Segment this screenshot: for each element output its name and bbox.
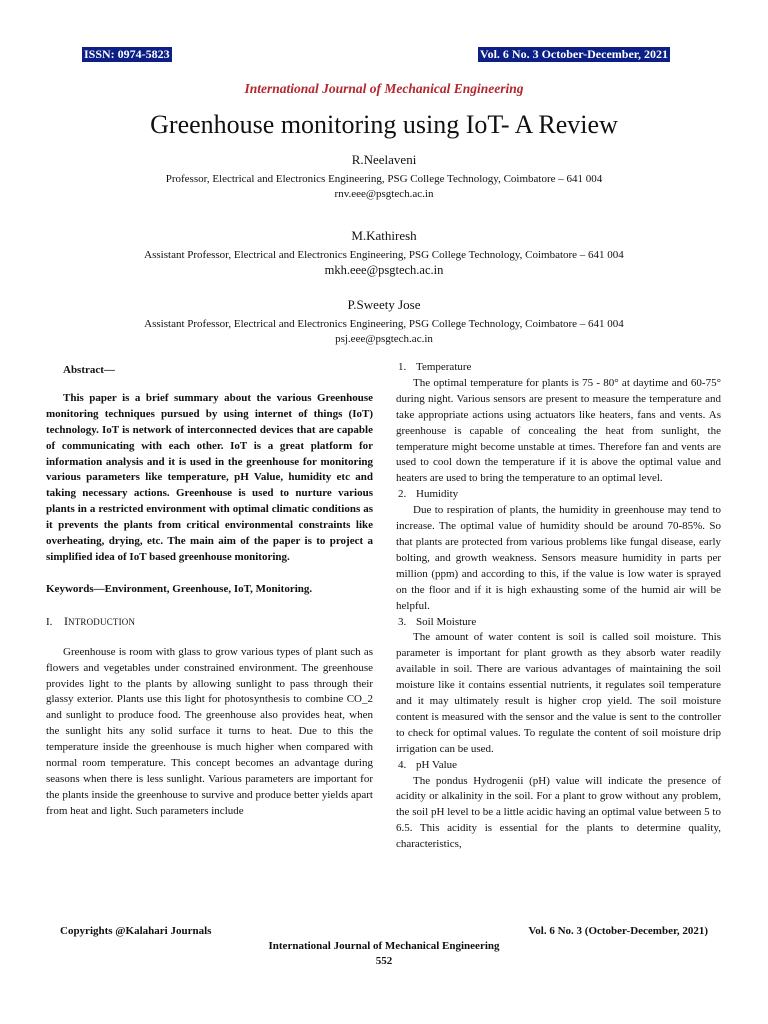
section-number: I. — [46, 615, 53, 628]
volume-badge: Vol. 6 No. 3 October-December, 2021 — [480, 47, 668, 61]
author-block — [0, 151, 768, 202]
section-title-initial: I — [64, 613, 68, 628]
item-text: Due to respiration of plants, the humidity in greenhouse may tend to increase. The optimal value of humidity should be around 70-85%. So that plants are protected from various problems like fungal disease, early bolting, and growth weakness. Sensors measure humidity in parts per million (ppm) and according to this, if the value is low water is sprayed on the floor and if it is high exhausting some of the humid air will be helpful. — [396, 504, 721, 612]
author-block — [0, 227, 768, 278]
list-item — [396, 758, 721, 774]
header-bar — [82, 47, 670, 63]
author-affiliation: Professor, Electrical and Electronics Engineering, PSG College Technology, Coimbatore – 641 004 — [165, 173, 603, 185]
author-email: psj.eee@psgtech.ac.in — [335, 333, 433, 345]
author-name: R.Neelaveni — [351, 152, 417, 167]
item-number: 3. — [398, 615, 407, 628]
author-email: mkh.eee@psgtech.ac.in — [324, 263, 444, 277]
page-number: 552 — [375, 955, 393, 967]
item-title: Soil Moisture — [416, 615, 477, 628]
author-affiliation: Assistant Professor, Electrical and Electronics Engineering, PSG College Technology, Coimbatore – 641 004 — [144, 318, 624, 330]
right-column — [396, 360, 721, 853]
footer-volume: Vol. 6 No. 3 (October-December, 2021) — [528, 925, 708, 937]
issn-badge: ISSN: 0974-5823 — [84, 47, 170, 61]
item-title: pH Value — [416, 758, 458, 771]
left-column — [46, 360, 373, 820]
paper-title: Greenhouse monitoring using IoT- A Review — [150, 110, 618, 139]
footer-copyright: Copyrights @Kalahari Journals — [60, 925, 212, 937]
footer-journal: International Journal of Mechanical Engineering — [268, 940, 500, 952]
item-text: The amount of water content is soil is called soil moisture. This parameter is important for plant growth as they absorb water readily available in soil. There are various advantages of maintaining the soil moisture like it contains essential nutrients, it regulates soil temperature and it may ultimately result is higher crop yield. The soil moisture content is measured with the sensor and the value is sent to the controller to check for optimal values. To regulate the content of soil moisture drip irrigation can be used. — [396, 631, 721, 755]
list-item — [396, 487, 721, 503]
introduction-text: Greenhouse is room with glass to grow various types of plant such as flowers and vegetables under constrained environment. The greenhouse provides light to the plants by allowing sunlight to pass through their glassy exterior. Plants use this light for photosynthesis to combine CO_2 and sunlight to produce food. The greenhouse also provides heat, when the sunlight hits any solid surface it turns to heat. Due to this the temperature inside the greenhouse is much higher when compared with normal room temperature. This concept becomes an advantage during seasons when there is less sunlight. Various parameters are important for the plants inside the greenhouse to survive and produce better yields apart from heat and light. Such parameters include — [46, 645, 373, 817]
section-heading-introduction — [46, 614, 373, 631]
item-title: Temperature — [416, 361, 472, 373]
item-number: 1. — [398, 361, 407, 373]
journal-name: International Journal of Mechanical Engineering — [244, 81, 524, 96]
author-email: rnv.eee@psgtech.ac.in — [334, 188, 434, 200]
author-affiliation: Assistant Professor, Electrical and Electronics Engineering, PSG College Technology, Coimbatore – 641 004 — [144, 249, 624, 261]
list-item — [396, 615, 721, 631]
item-title: Humidity — [416, 488, 459, 501]
author-name: M.Kathiresh — [351, 228, 417, 243]
item-text: The pondus Hydrogenii (pH) value will indicate the presence of acidity or alkalinity in the soil. For a plant to grow without any problem, the soil pH level to be a little acidic having an optimal value between 5 to 6.5. This acidity is essential for the plants to determine quality, characteristics, — [396, 774, 721, 851]
author-block — [0, 296, 768, 347]
abstract-text: This paper is a brief summary about the various Greenhouse monitoring techniques pursued by using internet of things (IoT) technology. IoT is network of interconnected devices that are capable of communicating with each other. IoT is a great platform for information analysis and it is used in the greenhouse for monitoring various parameters like temperature, pH Value, humidity etc and taking necessary actions. Greenhouse is used to nurture various plants in a restricted environment with optimal climatic conditions as it prevents the plants from critical environmental constraints like overheating, drying, etc. The main aim of the paper is to project a simplified idea of IoT based greenhouse monitoring. — [46, 391, 373, 563]
item-text: The optimal temperature for plants is 75 - 80° at daytime and 60-75° during night. Various sensors are present to measure the temperature and take appropriate actions using actuators like heaters, fans and vents. As greenhouse is capable of concealing the heat from sunlight, the temperature might become unstable at times. Therefore fan and vents are used to cool down the temperature if it is above the optimal value and heaters are used to bring the temperature to an optimal level. — [396, 376, 721, 485]
item-number: 2. — [398, 488, 407, 501]
section-title-rest: NTRODUCTION — [68, 616, 136, 627]
author-name: P.Sweety Jose — [347, 297, 421, 312]
abstract-label: Abstract— — [63, 364, 115, 376]
keywords: Keywords—Environment, Greenhouse, IoT, Monitoring. — [46, 582, 313, 595]
item-number: 4. — [398, 758, 407, 771]
list-item — [396, 360, 721, 376]
